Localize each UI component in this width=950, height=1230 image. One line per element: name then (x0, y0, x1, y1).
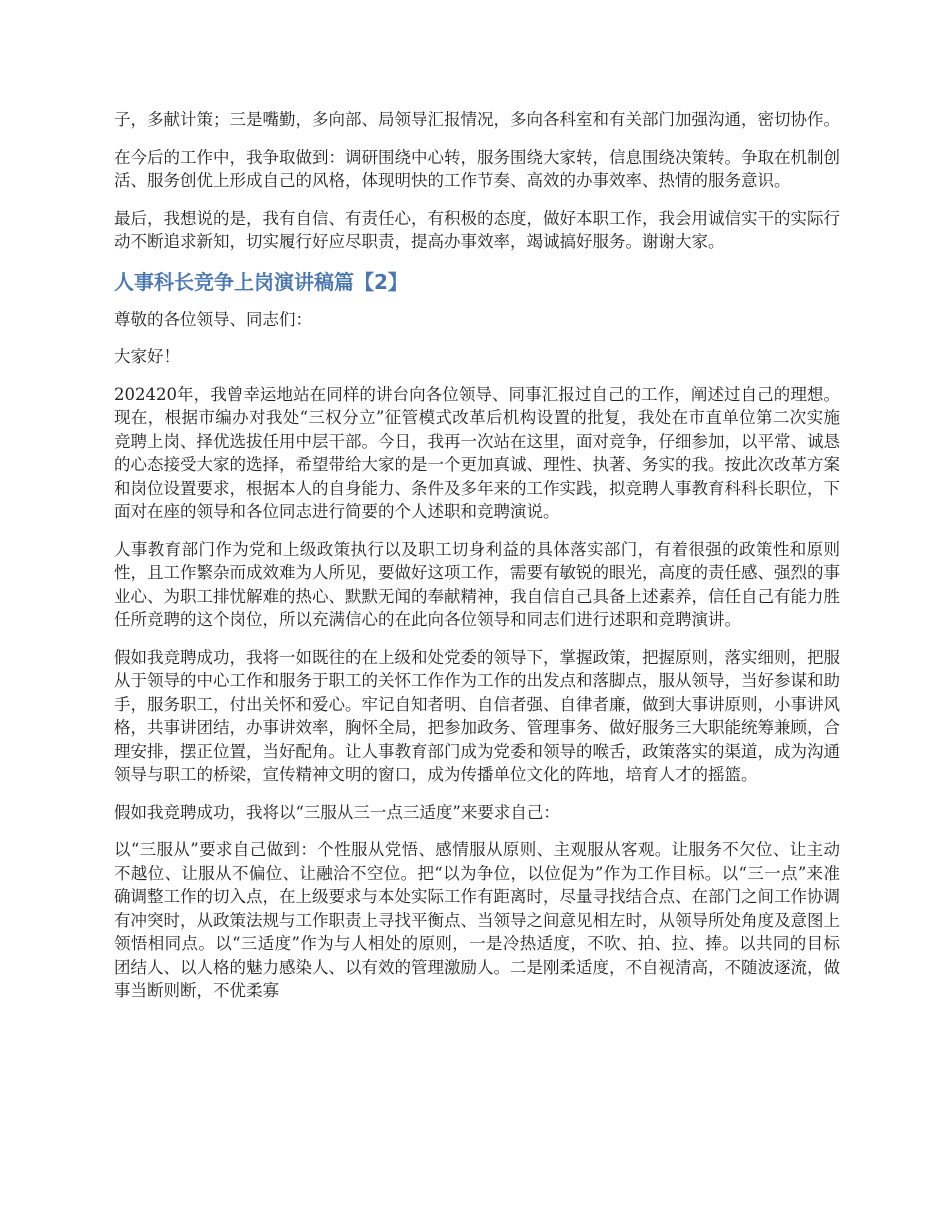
paragraph: 假如我竞聘成功，我将一如既往的在上级和处党委的领导下，掌握政策，把握原则，落实细则，把服从于领导的中心工作和服务于职工的关怀工作作为工作的出发点和落脚点，服从领导，当好参谋和助手，服务职工，付出关怀和爱心。牢记自知者明、自信者强、自律者廉，做到大事讲原则，小事讲风格，共事讲团结，办事讲效率，胸怀全局，把参加政务、管理事务、做好服务三大职能统筹兼顾，合理安排，摆正位置，当好配角。让人事教育部门成为党委和领导的喉舌，政策落实的渠道，成为沟通领导与职工的桥梁，宣传精神文明的窗口，成为传播单位文化的阵地，培育人才的摇篮。 (114, 647, 840, 784)
paragraph: 最后，我想说的是，我有自信、有责任心，有积极的态度，做好本职工作，我会用诚信实干的实际行动不断追求新知，切实履行好应尽职责，提高办事效率，竭诚搞好服务。谢谢大家。 (114, 208, 840, 251)
section-heading: 人事科长竞争上岗演讲稿篇【2】 (114, 269, 408, 294)
paragraph: 假如我竞聘成功，我将以“三服从三一点三适度”来要求自己： (114, 802, 560, 822)
paragraph: 子，多献计策；三是嘴勤，多向部、局领导汇报情况，多向各科室和有关部门加强沟通，密切协作。 (114, 110, 840, 129)
paragraph: 以“三服从”要求自己做到：个性服从党悟、感情服从原则、主观服从客观。让服务不欠位、让主动不越位、让服从不偏位、让融洽不空位。把“以为争位，以位促为”作为工作目标。以“三一点”来准确调整工作的切入点，在上级要求与本处实际工作有距离时，尽量寻找结合点、在部门之间工作协调有冲突时，从政策法规与工作职责上寻找平衡点、当领导之间意见相左时，从领导所处角度及意图上领悟相同点。以“三适度”作为与人相处的原则，一是冷热适度，不吹、拍、拉、捧。以共同的目标团结人、以人格的魅力感染人、以有效的管理激励人。二是刚柔适度，不自视清高，不随波逐流，做事当断则断，不优柔寡 (114, 840, 840, 1000)
paragraph: 人事教育部门作为党和上级政策执行以及职工切身利益的具体落实部门，有着很强的政策性和原则性，且工作繁杂而成效难为人所见，要做好这项工作，需要有敏锐的眼光，高度的责任感、强烈的事业心、为职工排忧解难的热心、默默无闻的奉献精神，我自信自己具备上述素养，信任自己有能力胜任所竞聘的这个岗位，所以充满信心的在此向各位领导和同志们进行述职和竞聘演讲。 (114, 539, 840, 629)
document-page (114, 108, 840, 1017)
salutation: 尊敬的各位领导、同志们： (114, 309, 312, 329)
paragraph: 在今后的工作中，我争取做到：调研围绕中心转，服务围绕大家转，信息围绕决策转。争取在机制创活、服务创优上形成自己的风格，体现明快的工作节奏、高效的办事效率、热情的服务意识。 (114, 147, 840, 190)
greeting: 大家好！ (114, 347, 180, 366)
paragraph: 202420年，我曾幸运地站在同样的讲台向各位领导、同事汇报过自己的工作，阐述过自己的理想。现在，根据市编办对我处“三权分立”征管模式改革后机构设置的批复，我处在市直单位第二次实施竞聘上岗、择优选拔任用中层干部。今日，我再一次站在这里，面对竞争，仔细参加，以平常、诚恳的心态接受大家的选择，希望带给大家的是一个更加真诚、理性、执著、务实的我。按此次改革方案和岗位设置要求，根据本人的自身能力、条件及多年来的工作实践，拟竞聘人事教育科科长职位，下面对在座的领导和各位同志进行简要的个人述职和竞聘演说。 (114, 384, 840, 521)
